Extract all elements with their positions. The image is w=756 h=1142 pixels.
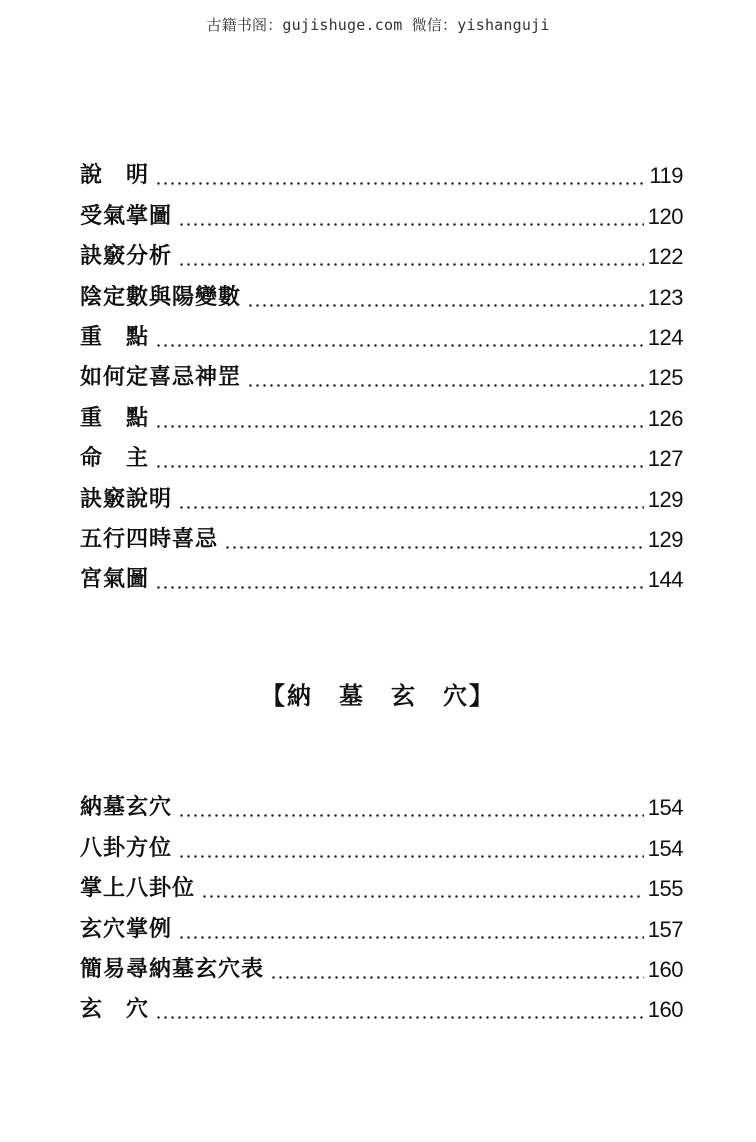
dot-leader [178, 506, 644, 509]
dot-leader [178, 223, 644, 226]
toc-entry-page: 120 [647, 203, 683, 229]
toc-entry-title: 重 點 [80, 405, 150, 431]
section-heading: 【納 墓 玄 穴】 [261, 682, 495, 710]
toc-entry [80, 869, 683, 909]
toc-entry-page: 157 [647, 916, 683, 942]
toc-entry [80, 909, 683, 949]
toc-entry-page: 119 [649, 163, 683, 189]
toc-entry-page: 123 [647, 284, 683, 310]
toc-entry [80, 828, 683, 868]
toc-entry-title: 訣竅說明 [80, 486, 173, 512]
toc-entry [80, 237, 683, 277]
dot-leader [178, 936, 644, 939]
dot-leader [155, 586, 644, 589]
toc-entry-title: 陰定數與陽變數 [80, 284, 242, 310]
toc-entry [80, 788, 683, 828]
dot-leader [155, 1016, 644, 1019]
toc-entry [80, 156, 683, 196]
toc-entry [80, 277, 683, 317]
toc-entry-title: 受氣掌圖 [80, 203, 173, 229]
toc-entry-page: 126 [647, 405, 683, 431]
toc-entry-page: 129 [647, 486, 683, 512]
toc-entry-title: 宮氣圖 [80, 567, 150, 593]
dot-leader [224, 546, 644, 549]
dot-leader [155, 344, 644, 347]
toc-entry-page: 129 [647, 526, 683, 552]
dot-leader [270, 976, 644, 979]
toc-section-2 [80, 788, 683, 1030]
toc-entry-page: 154 [647, 835, 683, 861]
toc-entry-page: 144 [647, 567, 683, 593]
toc-entry-title: 如何定喜忌神罡 [80, 365, 242, 391]
dot-leader [247, 304, 644, 307]
toc-entry-title: 訣竅分析 [80, 244, 173, 270]
toc-entry [80, 358, 683, 398]
toc-entry-title: 說 明 [80, 163, 150, 189]
dot-leader [178, 263, 644, 266]
toc-entry-title: 命 主 [80, 446, 150, 472]
toc-entry-page: 160 [647, 997, 683, 1023]
toc-entry [80, 950, 683, 990]
toc-entry-title: 玄 穴 [80, 997, 150, 1023]
toc-entry-title: 簡易尋納墓玄穴表 [80, 956, 265, 982]
toc-entry-page: 154 [647, 795, 683, 821]
toc-entry-page: 155 [647, 876, 683, 902]
toc-entry [80, 560, 683, 600]
toc-entry [80, 398, 683, 438]
toc-entry [80, 439, 683, 479]
watermark-text: 古籍书阁：gujishuge.com 微信：yishanguji [206, 16, 550, 34]
dot-leader [201, 895, 644, 898]
dot-leader [155, 182, 645, 185]
toc-entry-page: 127 [647, 446, 683, 472]
toc-entry-page: 124 [647, 324, 683, 350]
toc-entry-title: 重 點 [80, 324, 150, 350]
toc-entry-title: 納墓玄穴 [80, 795, 173, 821]
toc-entry-page: 125 [647, 365, 683, 391]
toc-entry [80, 318, 683, 358]
toc-entry [80, 990, 683, 1030]
dot-leader [178, 814, 644, 817]
dot-leader [178, 855, 644, 858]
toc-entry-title: 玄穴掌例 [80, 916, 173, 942]
dot-leader [155, 465, 644, 468]
toc-entry-page: 122 [647, 244, 683, 270]
toc-entry [80, 196, 683, 236]
dot-leader [155, 425, 644, 428]
toc-entry-title: 五行四時喜忌 [80, 526, 219, 552]
toc-entry-page: 160 [647, 956, 683, 982]
dot-leader [247, 384, 644, 387]
toc-entry [80, 479, 683, 519]
toc-section-1 [80, 156, 683, 600]
toc-entry-title: 八卦方位 [80, 835, 173, 861]
toc-entry-title: 掌上八卦位 [80, 876, 196, 902]
toc-entry [80, 520, 683, 560]
